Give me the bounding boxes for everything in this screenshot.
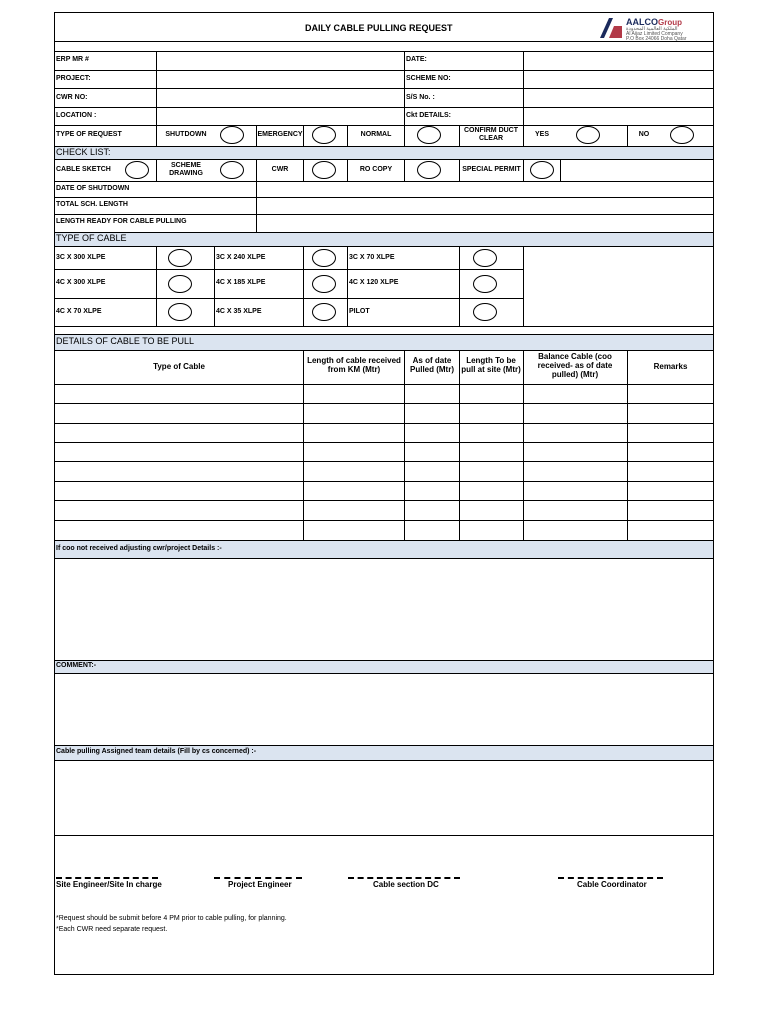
team-details-label: Cable pulling Assigned team details (Fill by cs concerned) :-	[56, 748, 257, 755]
length-ready-label: LENGTH READY FOR CABLE PULLING	[56, 218, 187, 225]
comment-band	[55, 660, 713, 673]
emergency-checkbox[interactable]	[312, 126, 336, 144]
date-label: DATE:	[406, 56, 427, 63]
cable-pilot-label: PILOT	[349, 308, 370, 315]
type-of-request-label: TYPE OF REQUEST	[56, 131, 122, 138]
project-engineer-label: Project Engineer	[228, 880, 292, 889]
col-length-to-be-pull: Length To be pull at site (Mtr)	[461, 356, 521, 374]
cwr-checkbox[interactable]	[312, 161, 336, 179]
emergency-label: EMERGENCY	[257, 131, 303, 138]
cable-section-label: Cable section DC	[373, 880, 439, 889]
col-balance-cable: Balance Cable (coo received- as of date pulled) (Mtr)	[537, 352, 613, 379]
comment-label: COMMENT:-	[56, 662, 97, 669]
special-permit-label: SPECIAL PERMIT	[462, 166, 521, 173]
cable-4c120-label: 4C X 120 XLPE	[349, 279, 399, 286]
note-separate-request: *Each CWR need separate request.	[56, 926, 168, 933]
table-row[interactable]	[55, 462, 713, 480]
table-row[interactable]	[55, 501, 713, 519]
yes-label: YES	[534, 131, 549, 138]
cable-4c120-checkbox[interactable]	[473, 275, 497, 293]
logo-text: AALCOGroup	[626, 17, 682, 27]
cable-4c185-checkbox[interactable]	[312, 275, 336, 293]
cable-4c35-label: 4C X 35 XLPE	[216, 308, 262, 315]
ss-no-label: S/S No. :	[406, 94, 435, 101]
cable-type-title: TYPE OF CABLE	[56, 233, 127, 243]
cable-sketch-checkbox[interactable]	[125, 161, 149, 179]
erp-mr-label: ERP MR #	[56, 56, 89, 63]
signature-line-project-engineer	[214, 877, 302, 879]
comment-area[interactable]	[55, 674, 713, 744]
cable-3c300-checkbox[interactable]	[168, 249, 192, 267]
cable-3c240-label: 3C X 240 XLPE	[216, 254, 266, 261]
aalco-logo-icon	[600, 18, 622, 38]
normal-label: NORMAL	[360, 131, 392, 138]
shutdown-label: SHUTDOWN	[165, 131, 207, 138]
cable-type-band	[55, 232, 713, 246]
cable-4c185-label: 4C X 185 XLPE	[216, 279, 266, 286]
checklist-title: CHECK LIST:	[56, 147, 111, 157]
col-as-of-date-pulled: As of date Pulled (Mtr)	[410, 356, 454, 374]
col-type-of-cable: Type of Cable	[153, 362, 205, 371]
cable-3c70-label: 3C X 70 XLPE	[349, 254, 395, 261]
form-title: DAILY CABLE PULLING REQUEST	[305, 23, 453, 33]
date-of-shutdown-label: DATE OF SHUTDOWN	[56, 185, 130, 192]
no-label: NO	[638, 131, 650, 138]
project-label: PROJECT:	[56, 75, 91, 82]
ro-copy-checkbox[interactable]	[417, 161, 441, 179]
scheme-drawing-checkbox[interactable]	[220, 161, 244, 179]
no-checkbox[interactable]	[670, 126, 694, 144]
table-row[interactable]	[55, 521, 713, 539]
details-title: DETAILS OF CABLE TO BE PULL	[56, 336, 195, 346]
confirm-duct-label: CONFIRM DUCT CLEAR	[463, 127, 519, 142]
logo-address: الملكية العالمية المحدودة Al Aijaz Limited Company P.O Box 24066 Doha Qatar	[626, 26, 687, 42]
note-submit-before: *Request should be submit before 4 PM prior to cable pulling, for planning.	[56, 915, 287, 922]
special-permit-checkbox[interactable]	[530, 161, 554, 179]
cable-4c70-checkbox[interactable]	[168, 303, 192, 321]
coo-note-label: If coo not received adjusting cwr/project Details :-	[56, 545, 222, 552]
cable-3c70-checkbox[interactable]	[473, 249, 497, 267]
cable-3c240-checkbox[interactable]	[312, 249, 336, 267]
site-engineer-label: Site Engineer/Site In charge	[56, 880, 162, 889]
cable-4c70-label: 4C X 70 XLPE	[56, 308, 102, 315]
table-row[interactable]	[55, 404, 713, 422]
cwr-no-label: CWR NO:	[56, 94, 88, 101]
signature-line-coordinator	[558, 877, 663, 879]
checklist-band	[55, 146, 713, 159]
coo-details-area[interactable]	[55, 559, 713, 659]
shutdown-checkbox[interactable]	[220, 126, 244, 144]
table-row[interactable]	[55, 443, 713, 461]
location-label: LOCATION :	[56, 112, 97, 119]
cable-pulling-form	[54, 12, 714, 975]
cable-4c35-checkbox[interactable]	[312, 303, 336, 321]
scheme-no-label: SCHEME NO:	[406, 75, 451, 82]
ckt-details-label: Ckt DETAILS:	[406, 112, 451, 119]
cable-pilot-checkbox[interactable]	[473, 303, 497, 321]
signature-line-site-engineer	[56, 877, 158, 879]
yes-checkbox[interactable]	[576, 126, 600, 144]
table-row[interactable]	[55, 424, 713, 442]
table-row[interactable]	[55, 385, 713, 403]
team-details-area[interactable]	[55, 761, 713, 834]
col-remarks: Remarks	[653, 362, 688, 371]
total-sch-length-label: TOTAL SCH. LENGTH	[56, 201, 128, 208]
cwr-label: CWR	[271, 166, 289, 173]
ro-copy-label: RO COPY	[359, 166, 393, 173]
scheme-drawing-label: SCHEME DRAWING	[169, 162, 203, 177]
col-length-received: Length of cable received from KM (Mtr)	[307, 356, 401, 374]
cable-3c300-label: 3C X 300 XLPE	[56, 254, 106, 261]
cable-coordinator-label: Cable Coordinator	[577, 880, 647, 889]
cable-4c300-label: 4C X 300 XLPE	[56, 279, 106, 286]
normal-checkbox[interactable]	[417, 126, 441, 144]
table-row[interactable]	[55, 482, 713, 500]
cable-4c300-checkbox[interactable]	[168, 275, 192, 293]
signature-line-cable-section	[348, 877, 460, 879]
cable-sketch-label: CABLE SKETCH	[56, 166, 111, 173]
